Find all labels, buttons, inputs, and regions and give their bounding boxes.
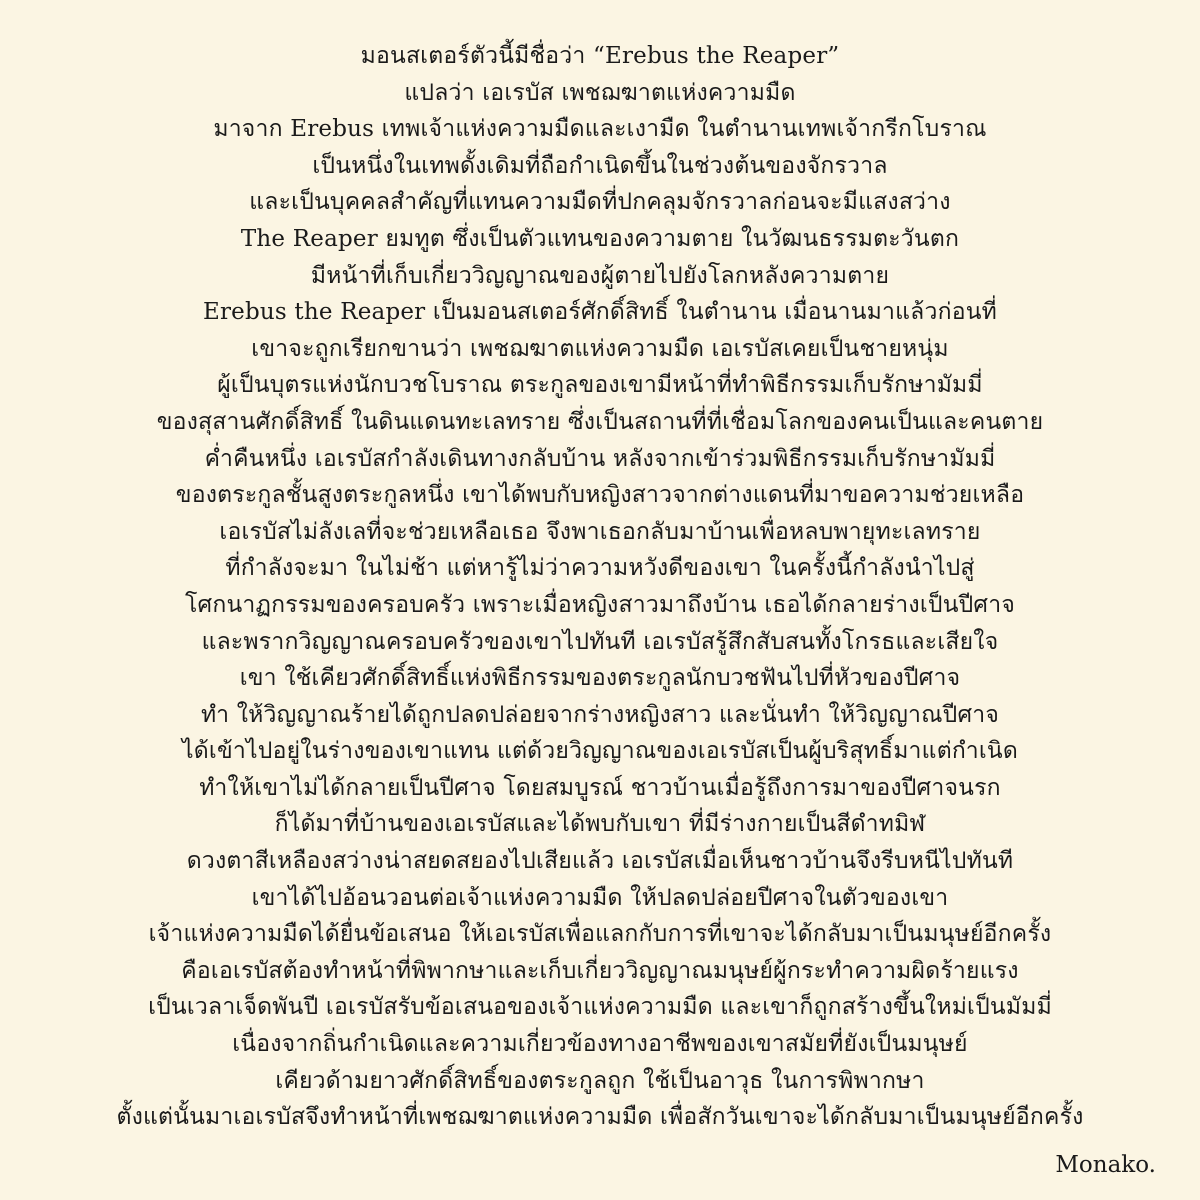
- story-line: ที่กำลังจะมา ในไม่ช้า แต่หารู้ไม่ว่าความหวังดีของเขา ในครั้งนี้กำลังนำไปสู่: [225, 555, 975, 582]
- story-line: เอเรบัสไม่ลังเลที่จะช่วยเหลือเธอ จึงพาเธอกลับมาบ้านเพื่อหลบพายุทะเลทราย: [219, 518, 981, 545]
- story-line: และเป็นบุคคลสำคัญที่แทนความมืดที่ปกคลุมจักรวาลก่อนจะมีแสงสว่าง: [249, 189, 951, 216]
- story-line: ดวงตาสีเหลืองสว่างน่าสยดสยองไปเสียแล้ว เอเรบัสเมื่อเห็นชาวบ้านจึงรีบหนีไปทันที: [186, 848, 1014, 875]
- story-line: ทำ ให้วิญญาณร้ายได้ถูกปลดปล่อยจากร่างหญิงสาว และนั่นทำ ให้วิญญาณปีศาจ: [200, 701, 1000, 728]
- story-line: ของตระกูลชั้นสูงตระกูลหนึ่ง เขาได้พบกับหญิงสาวจากต่างแดนที่มาขอความช่วยเหลือ: [175, 482, 1025, 509]
- story-line: ได้เข้าไปอยู่ในร่างของเขาแทน แต่ด้วยวิญญาณของเอเรบัสเป็นผู้บริสุทธิ์มาแต่กำเนิด: [182, 738, 1018, 765]
- story-line: มอนสเตอร์ตัวนี้มีชื่อว่า “Erebus the Reaper”: [360, 43, 840, 69]
- story-line: ทำให้เขาไม่ได้กลายเป็นปีศาจ โดยสมบูรณ์ ชาวบ้านเมื่อรู้ถึงการมาของปีศาจนรก: [199, 774, 1001, 801]
- story-line: ตั้งแต่นั้นมาเอเรบัสจึงทำหน้าที่เพชฌฆาตแห่งความมืด เพื่อสักวันเขาจะได้กลับมาเป็นมนุษย์อีกครั้ง: [116, 1104, 1084, 1131]
- story-line: Erebus the Reaper เป็นมอนสเตอร์ศักดิ์สิทธิ์ ในตำนาน เมื่อนานมาแล้วก่อนที่: [202, 299, 997, 326]
- story-line: มีหน้าที่เก็บเกี่ยววิญญาณของผู้ตายไปยังโลกหลังความตาย: [310, 262, 890, 289]
- story-line: เจ้าแห่งความมืดได้ยื่นข้อเสนอ ให้เอเรบัสเพื่อแลกกับการที่เขาจะได้กลับมาเป็นมนุษย์อีกครั้ง: [148, 921, 1052, 948]
- story-line: ผู้เป็นบุตรแห่งนักบวชโบราณ ตระกูลของเขามีหน้าที่ทำพิธีกรรมเก็บรักษามัมมี่: [217, 372, 983, 399]
- story-line: เนื่องจากถิ่นกำเนิดและความเกี่ยวข้องทางอาชีพของเขาสมัยที่ยังเป็นมนุษย์: [232, 1031, 968, 1058]
- story-line: เป็นหนึ่งในเทพดั้งเดิมที่ถือกำเนิดขึ้นในช่วงต้นของจักรวาล: [312, 152, 888, 179]
- story-line: เขา ใช้เคียวศักดิ์สิทธิ์แห่งพิธีกรรมของตระกูลนักบวชฟันไปที่หัวของปีศาจ: [239, 665, 961, 692]
- story-line: ค่ำคืนหนึ่ง เอเรบัสกำลังเดินทางกลับบ้าน หลังจากเข้าร่วมพิธีกรรมเก็บรักษามัมมี่: [204, 445, 996, 472]
- author-signature: Monako.: [1055, 1152, 1156, 1178]
- story-line: โศกนาฏกรรมของครอบครัว เพราะเมื่อหญิงสาวมาถึงบ้าน เธอได้กลายร่างเป็นปีศาจ: [184, 591, 1016, 618]
- story-line: คือเอเรบัสต้องทำหน้าที่พิพากษาและเก็บเกี่ยววิญญาณมนุษย์ผู้กระทำความผิดร้ายแรง: [181, 957, 1019, 984]
- story-line: The Reaper ยมทูต ซึ่งเป็นตัวแทนของความตาย ในวัฒนธรรมตะวันตก: [240, 225, 960, 252]
- story-line: เขาได้ไปอ้อนวอนต่อเจ้าแห่งความมืด ให้ปลดปล่อยปีศาจในตัวของเขา: [251, 884, 949, 911]
- story-line: มาจาก Erebus เทพเจ้าแห่งความมืดและเงามืด ในตำนานเทพเจ้ากรีกโบราณ: [213, 116, 987, 143]
- story-line: ของสุสานศักดิ์สิทธิ์ ในดินแดนทะเลทราย ซึ่งเป็นสถานที่ที่เชื่อมโลกของคนเป็นและคนตาย: [156, 408, 1044, 435]
- story-line: เป็นเวลาเจ็ดพันปี เอเรบัสรับข้อเสนอของเจ้าแห่งความมืด และเขาก็ถูกสร้างขึ้นใหม่เป็นมัมมี่: [148, 994, 1052, 1021]
- story-line: แปลว่า เอเรบัส เพชฌฆาตแห่งความมืด: [404, 79, 796, 106]
- story-line: ก็ได้มาที่บ้านของเอเรบัสและได้พบกับเขา ที่มีร่างกายเป็นสีดำทมิฬ: [274, 811, 926, 838]
- story-line: เขาจะถูกเรียกขานว่า เพชฌฆาตแห่งความมืด เอเรบัสเคยเป็นชายหนุ่ม: [251, 335, 949, 362]
- story-line: เคียวด้ามยาวศักดิ์สิทธิ์ของตระกูลถูก ใช้เป็นอาวุธ ในการพิพากษา: [275, 1067, 925, 1094]
- story-line: และพรากวิญญาณครอบครัวของเขาไปทันที เอเรบัสรู้สึกสับสนทั้งโกรธและเสียใจ: [201, 628, 999, 655]
- story-text-block: [0, 38, 1200, 1136]
